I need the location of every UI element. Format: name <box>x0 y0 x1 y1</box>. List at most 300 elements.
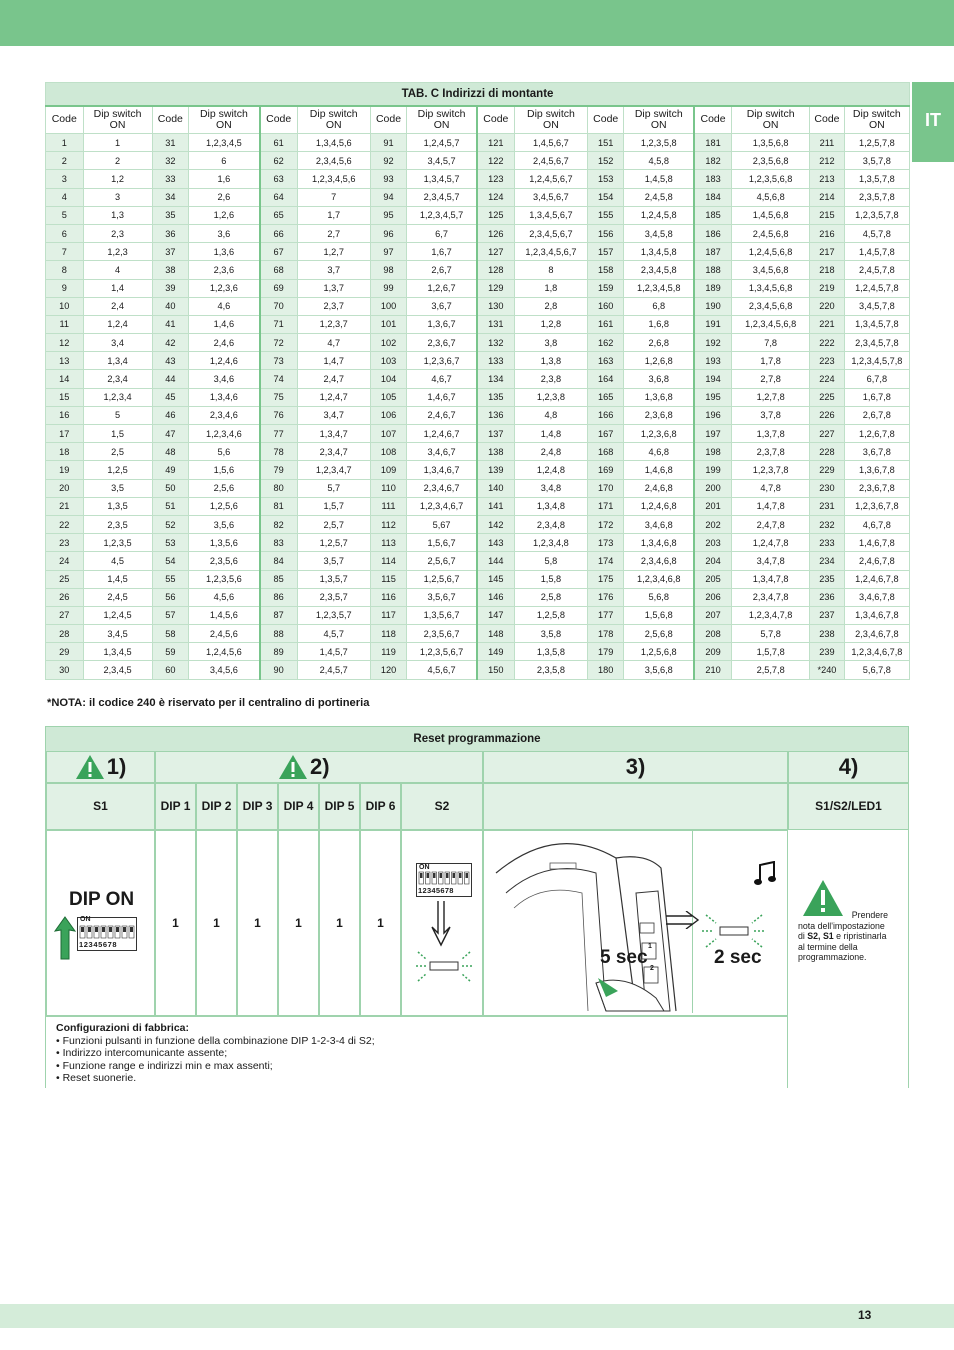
code-cell: 126 <box>477 224 515 242</box>
dip1-header: DIP 1 <box>155 783 196 830</box>
dip-switch-cell: 2,4,6,7,8 <box>844 552 909 570</box>
code-cell: 92 <box>370 152 407 170</box>
code-cell: 86 <box>260 588 298 606</box>
dip-switch-cell: 2,5,7 <box>297 515 370 533</box>
code-cell: 145 <box>477 570 515 588</box>
dip-switch-cell: 1,2,3,5,7,8 <box>844 206 909 224</box>
code-cell: 128 <box>477 261 515 279</box>
code-cell: 227 <box>810 425 845 443</box>
page-number: 13 <box>858 1308 872 1322</box>
dip-switch-cell: 5,67 <box>407 515 477 533</box>
code-cell: 190 <box>694 297 732 315</box>
two-seconds-label: 2 sec <box>714 947 762 968</box>
s1-dip-on-cell <box>46 830 155 1016</box>
dip-switch-cell: 3,5,6,7 <box>407 588 477 606</box>
step-2-header <box>155 751 483 783</box>
dip-switch-cell: 5,7,8 <box>732 625 810 643</box>
keypad-number-1: 1 <box>648 943 652 950</box>
code-cell: 203 <box>694 534 732 552</box>
dip-switch-cell: 1,3,5,6,8 <box>732 134 810 152</box>
dip-switch-cell: 5,6,8 <box>624 588 694 606</box>
dip-switch-cell: 2,3,7 <box>297 297 370 315</box>
dip-switch-cell: 1,2,3,5 <box>83 534 152 552</box>
s2-switch-numbers: 12345678 <box>418 886 454 895</box>
step-4-header <box>788 751 909 783</box>
code-cell: 234 <box>810 552 845 570</box>
col-header-code: Code <box>46 106 84 134</box>
warning-icon <box>278 754 308 780</box>
code-cell: 163 <box>587 352 624 370</box>
dip-switch-cell: 3,5,6 <box>189 515 260 533</box>
dip-switch-cell: 1,2,3,4,5,6,7 <box>514 243 587 261</box>
dip-switch-cell: 1,2,3,4,6,7,8 <box>844 643 909 661</box>
dip-switch-cell: 3,4 <box>83 334 152 352</box>
code-cell: 112 <box>370 515 407 533</box>
code-cell: 238 <box>810 625 845 643</box>
dip-switch-cell: 2,4,7 <box>297 370 370 388</box>
col-header-dip: Dip switch ON <box>83 106 152 134</box>
dip3-value: 1 <box>237 830 278 1016</box>
code-cell: 67 <box>260 243 298 261</box>
dip-switch-cell: 1,6 <box>189 170 260 188</box>
dip-switch-cell: 3,4,5 <box>83 625 152 643</box>
code-cell: 81 <box>260 497 298 515</box>
dip-switch-cell: 1,2,3,4,5 <box>189 134 260 152</box>
dip-switch-cell: 2,3,4,8 <box>514 515 587 533</box>
dip-switch-cell: 2,4,6,8 <box>624 479 694 497</box>
dip-switch-cell: 1,3,5 <box>83 497 152 515</box>
dip-switch-cell: 5,6,7,8 <box>844 661 909 679</box>
code-cell: 131 <box>477 315 515 333</box>
language-tab: IT <box>912 82 954 162</box>
code-cell: 59 <box>152 643 189 661</box>
dip-switch-cell: 3,4,5,7 <box>407 152 477 170</box>
dip-switch-cell: 1,4,5,7 <box>297 643 370 661</box>
code-cell: 166 <box>587 406 624 424</box>
code-cell: 104 <box>370 370 407 388</box>
step-3-label: 3) <box>625 754 646 779</box>
code-cell: 152 <box>587 152 624 170</box>
code-cell: 173 <box>587 534 624 552</box>
code-cell: 77 <box>260 425 298 443</box>
code-cell: 182 <box>694 152 732 170</box>
dip-switch-cell: 2,3,5,6,8 <box>732 152 810 170</box>
code-cell: 151 <box>587 134 624 152</box>
col-header-code: Code <box>587 106 624 134</box>
code-cell: 184 <box>694 188 732 206</box>
dip-switch-cell: 2,3,5,7 <box>297 588 370 606</box>
table-row <box>46 170 910 188</box>
code-cell: *240 <box>810 661 845 679</box>
code-cell: 208 <box>694 625 732 643</box>
code-cell: 147 <box>477 606 515 624</box>
col-header-code: Code <box>152 106 189 134</box>
dip-switch-cell: 2,7 <box>297 224 370 242</box>
code-cell: 84 <box>260 552 298 570</box>
code-cell: 80 <box>260 479 298 497</box>
dip-switch-cell: 1,2,4,8 <box>514 461 587 479</box>
dip-switch-cell: 1,2,4,6,7 <box>407 425 477 443</box>
dip-switch-cell: 1,2,4,6 <box>189 352 260 370</box>
code-cell: 140 <box>477 479 515 497</box>
dip4-value: 1 <box>278 830 319 1016</box>
code-cell: 225 <box>810 388 845 406</box>
code-cell: 174 <box>587 552 624 570</box>
code-cell: 159 <box>587 279 624 297</box>
code-cell: 1 <box>46 134 84 152</box>
dip-switch-cell: 1,3,4,5 <box>83 643 152 661</box>
code-cell: 198 <box>694 443 732 461</box>
code-cell: 162 <box>587 334 624 352</box>
dip-switch-cell: 2,3,4 <box>83 370 152 388</box>
dip-switch-cell: 1,3,4,5,7,8 <box>844 315 909 333</box>
code-cell: 165 <box>587 388 624 406</box>
dip-switch-cell: 2,3,7,8 <box>732 443 810 461</box>
dip-switch-cell: 1,3,4,6 <box>189 388 260 406</box>
code-cell: 187 <box>694 243 732 261</box>
code-cell: 171 <box>587 497 624 515</box>
table-row <box>46 352 910 370</box>
dip6-header: DIP 6 <box>360 783 401 830</box>
table-row <box>46 443 910 461</box>
code-cell: 12 <box>46 334 84 352</box>
dip-switch-cell: 2,3,6 <box>189 261 260 279</box>
dip-switch-cell: 3,4,6,8 <box>624 515 694 533</box>
factory-config-box <box>46 1016 788 1088</box>
code-cell: 19 <box>46 461 84 479</box>
code-cell: 91 <box>370 134 407 152</box>
code-cell: 114 <box>370 552 407 570</box>
dip-switch-cell: 1,2,4,5 <box>83 606 152 624</box>
code-cell: 23 <box>46 534 84 552</box>
dip-switch-cell: 3,6,8 <box>624 370 694 388</box>
table-row <box>46 515 910 533</box>
code-cell: 98 <box>370 261 407 279</box>
dip-switch-cell: 2,3,4,5,7 <box>407 188 477 206</box>
col-header-dip: Dip switch ON <box>407 106 477 134</box>
dip-switch-cell: 1,2,4,5,6,8 <box>732 243 810 261</box>
code-cell: 170 <box>587 479 624 497</box>
code-cell: 223 <box>810 352 845 370</box>
code-cell: 37 <box>152 243 189 261</box>
code-cell: 231 <box>810 497 845 515</box>
code-cell: 28 <box>46 625 84 643</box>
dip-switch-cell: 1 <box>83 134 152 152</box>
dip-switch-cell: 6,8 <box>624 297 694 315</box>
dip-switch-cell: 2,4,7,8 <box>732 515 810 533</box>
dip-switch-cell: 1,2,6 <box>189 206 260 224</box>
dip-switch-cell: 2,4,5,6 <box>189 625 260 643</box>
dip-switch-cell: 1,4 <box>83 279 152 297</box>
code-cell: 55 <box>152 570 189 588</box>
dip-switch-cell: 1,2,3,6 <box>189 279 260 297</box>
dip-switch-cell: 3,5,7 <box>297 552 370 570</box>
dip-switch-cell: 3,4,5,6,8 <box>732 261 810 279</box>
code-cell: 201 <box>694 497 732 515</box>
dip-switch-cell: 1,3,4,6,7,8 <box>844 606 909 624</box>
dip-switch-cell: 2,5,8 <box>514 588 587 606</box>
code-cell: 110 <box>370 479 407 497</box>
code-cell: 68 <box>260 261 298 279</box>
code-cell: 161 <box>587 315 624 333</box>
dip-switch-cell: 3,6,7,8 <box>844 443 909 461</box>
code-cell: 156 <box>587 224 624 242</box>
code-cell: 219 <box>810 279 845 297</box>
code-cell: 226 <box>810 406 845 424</box>
code-cell: 210 <box>694 661 732 679</box>
dip-switch-cell: 1,2,3,4,6,8 <box>624 570 694 588</box>
code-cell: 27 <box>46 606 84 624</box>
dip-switch-cell: 2,8 <box>514 297 587 315</box>
dip-switch-cell: 4,5,8 <box>624 152 694 170</box>
code-cell: 103 <box>370 352 407 370</box>
dip3-header: DIP 3 <box>237 783 278 830</box>
dip-switch-cell: 1,2,5,8 <box>514 606 587 624</box>
code-cell: 195 <box>694 388 732 406</box>
code-cell: 160 <box>587 297 624 315</box>
code-cell: 61 <box>260 134 298 152</box>
dip-switch-cell: 2,3,4,6 <box>189 406 260 424</box>
code-cell: 172 <box>587 515 624 533</box>
dip-switch-cell: 1,2,3,6,7,8 <box>844 497 909 515</box>
dip-switch-cell: 1,3,4,6,8 <box>624 534 694 552</box>
table-row <box>46 388 910 406</box>
code-cell: 142 <box>477 515 515 533</box>
code-cell: 95 <box>370 206 407 224</box>
dip-switch-cell: 3,7 <box>297 261 370 279</box>
keypad-number-2: 2 <box>650 965 654 972</box>
arrow-up-icon <box>53 915 77 961</box>
code-cell: 194 <box>694 370 732 388</box>
code-cell: 188 <box>694 261 732 279</box>
table-row <box>46 334 910 352</box>
table-row <box>46 370 910 388</box>
table-row <box>46 606 910 624</box>
code-cell: 154 <box>587 188 624 206</box>
dip-switch-cell: 2,5,6,7 <box>407 552 477 570</box>
table-row <box>46 497 910 515</box>
dip-switch-cell: 4,7 <box>297 334 370 352</box>
dip-switch-cell: 3,5,8 <box>514 625 587 643</box>
code-cell: 180 <box>587 661 624 679</box>
dip-switch-cell: 5,8 <box>514 552 587 570</box>
step-1-label: 1) <box>106 754 127 779</box>
code-cell: 29 <box>46 643 84 661</box>
code-cell: 101 <box>370 315 407 333</box>
table-row <box>46 570 910 588</box>
code-cell: 51 <box>152 497 189 515</box>
dip-switch-cell: 1,2,3,5,6,8 <box>732 170 810 188</box>
dip-switch-cell: 1,3,4,5,6 <box>297 134 370 152</box>
dip-switch-cell: 1,2,3,4 <box>83 388 152 406</box>
dip-switch-cell: 1,5,6,8 <box>624 606 694 624</box>
table-row <box>46 315 910 333</box>
code-cell: 130 <box>477 297 515 315</box>
dip-switch-cell: 1,2,6,7 <box>407 279 477 297</box>
code-cell: 135 <box>477 388 515 406</box>
dip-switch-cell: 1,2,3,6,7 <box>407 352 477 370</box>
code-cell: 155 <box>587 206 624 224</box>
dip-switch-cell: 2,3,4,5,6 <box>297 152 370 170</box>
code-cell: 89 <box>260 643 298 661</box>
code-cell: 13 <box>46 352 84 370</box>
dip-switch-cell: 1,2,4,6,8 <box>624 497 694 515</box>
dip-switch-cell: 1,2,3,4,5,8 <box>624 279 694 297</box>
code-cell: 10 <box>46 297 84 315</box>
table-row <box>46 188 910 206</box>
dip6-value: 1 <box>360 830 401 1016</box>
code-cell: 99 <box>370 279 407 297</box>
table-row <box>46 625 910 643</box>
dip-switch-cell: 2,3,4,6,7 <box>407 479 477 497</box>
code-cell: 148 <box>477 625 515 643</box>
dip-switch-cell: 2,5 <box>83 443 152 461</box>
dip-switch-cell: 2,3,4,5,8 <box>624 261 694 279</box>
dip5-value: 1 <box>319 830 360 1016</box>
code-cell: 5 <box>46 206 84 224</box>
dip-switch-cell: 1,2,3 <box>83 243 152 261</box>
dip-switch-cell: 1,3,7 <box>297 279 370 297</box>
code-cell: 132 <box>477 334 515 352</box>
dip-switch-cell: 1,2,3,8 <box>514 388 587 406</box>
dip-switch-cell: 3,4,5,8 <box>624 224 694 242</box>
dip-switch-cell: 1,7,8 <box>732 352 810 370</box>
dip-switch-cell: 6 <box>189 152 260 170</box>
code-cell: 216 <box>810 224 845 242</box>
code-cell: 178 <box>587 625 624 643</box>
code-cell: 85 <box>260 570 298 588</box>
dip-switch-cell: 1,6,7 <box>407 243 477 261</box>
dip-switch-cell: 1,3,4,8 <box>514 497 587 515</box>
code-cell: 168 <box>587 443 624 461</box>
code-cell: 218 <box>810 261 845 279</box>
dip-switch-cell: 1,2,3,4,6 <box>189 425 260 443</box>
dip-switch-cell: 1,3,4,5,8 <box>624 243 694 261</box>
table-row <box>46 588 910 606</box>
dip-switch-cell: 1,2,5,6 <box>189 497 260 515</box>
code-cell: 143 <box>477 534 515 552</box>
code-cell: 42 <box>152 334 189 352</box>
dip-switch-cell: 3,4,6,7 <box>407 443 477 461</box>
code-cell: 175 <box>587 570 624 588</box>
code-cell: 204 <box>694 552 732 570</box>
dip-switch-cell: 3,4,5,6,7 <box>514 188 587 206</box>
code-cell: 205 <box>694 570 732 588</box>
dip-switch-cell: 2,7,8 <box>732 370 810 388</box>
dip-switch-cell: 2,3,6,8 <box>624 406 694 424</box>
dip-switch-cell: 2,4,6,7 <box>407 406 477 424</box>
dip-switch-cell: 4,7,8 <box>732 479 810 497</box>
note-paragraph: Prendere nota dell'impostazione di S2, S1 e ripristinarla al termine della programmazione. <box>798 910 888 963</box>
dip-switch-cell: 1,4,8 <box>514 425 587 443</box>
dip-switch-cell: 3,5,6,8 <box>624 661 694 679</box>
step-3-header <box>483 751 788 783</box>
table-row <box>46 406 910 424</box>
dip-switch-cell: 2 <box>83 152 152 170</box>
table-row <box>46 297 910 315</box>
table-row <box>46 134 910 152</box>
code-cell: 69 <box>260 279 298 297</box>
code-cell: 118 <box>370 625 407 643</box>
dip-switch-cell: 1,2,3,5,8 <box>624 134 694 152</box>
code-cell: 193 <box>694 352 732 370</box>
dip-switch-cell: 3,4,5,7,8 <box>844 297 909 315</box>
dip-switch-cell: 1,3 <box>83 206 152 224</box>
dip-switch-cell: 3,5,7,8 <box>844 152 909 170</box>
code-cell: 129 <box>477 279 515 297</box>
dip-switch-cell: 1,2,3,5,6,7 <box>407 643 477 661</box>
code-cell: 70 <box>260 297 298 315</box>
dip-switch-cell: 1,2,3,4,7,8 <box>732 606 810 624</box>
code-cell: 123 <box>477 170 515 188</box>
dip-switch-cell: 2,3,5,8 <box>514 661 587 679</box>
dip-switch-cell: 5,6 <box>189 443 260 461</box>
dip-switch-cell: 1,2,7,8 <box>732 388 810 406</box>
dip-switch-cell: 3,4,7 <box>297 406 370 424</box>
s1-header: S1 <box>46 783 155 830</box>
code-cell: 15 <box>46 388 84 406</box>
table-row <box>46 643 910 661</box>
table-row <box>46 152 910 170</box>
code-cell: 14 <box>46 370 84 388</box>
code-cell: 222 <box>810 334 845 352</box>
code-cell: 96 <box>370 224 407 242</box>
code-cell: 90 <box>260 661 298 679</box>
code-cell: 50 <box>152 479 189 497</box>
dip-on-label: DIP ON <box>69 889 135 910</box>
code-cell: 24 <box>46 552 84 570</box>
dip-switch-cell: 2,4 <box>83 297 152 315</box>
dip-switch-cell: 1,3,5,7,8 <box>844 170 909 188</box>
dip-switch-cell: 2,6,7 <box>407 261 477 279</box>
code-cell: 88 <box>260 625 298 643</box>
code-cell: 35 <box>152 206 189 224</box>
dip-switch-cell: 3,7,8 <box>732 406 810 424</box>
code-cell: 176 <box>587 588 624 606</box>
code-cell: 200 <box>694 479 732 497</box>
code-cell: 53 <box>152 534 189 552</box>
dip-switch-cell: 6,7 <box>407 224 477 242</box>
dip-switch-cell: 1,4,5,7,8 <box>844 243 909 261</box>
dip-switch-cell: 2,6,8 <box>624 334 694 352</box>
code-cell: 30 <box>46 661 84 679</box>
code-cell: 45 <box>152 388 189 406</box>
dip-switch-cell: 1,2,4,5,7 <box>407 134 477 152</box>
dip-switch-cell: 1,2,5,6,7 <box>407 570 477 588</box>
dip-switch-cell: 2,6 <box>189 188 260 206</box>
code-cell: 185 <box>694 206 732 224</box>
table-row <box>46 279 910 297</box>
switch-numbers: 12345678 <box>79 940 118 949</box>
code-cell: 179 <box>587 643 624 661</box>
code-cell: 34 <box>152 188 189 206</box>
col-header-dip: Dip switch ON <box>732 106 810 134</box>
dip-switch-cell: 2,4,5,8 <box>624 188 694 206</box>
s2-illustration-cell <box>401 830 483 1016</box>
dip-switch-cell: 2,3,4,6,7,8 <box>844 625 909 643</box>
dip-switch-cell: 2,5,6 <box>189 479 260 497</box>
dip-switch-cell: 1,2,8 <box>514 315 587 333</box>
dip-switch-cell: 4,6 <box>189 297 260 315</box>
code-cell: 107 <box>370 425 407 443</box>
dip-switch-cell: 2,3,6,7,8 <box>844 479 909 497</box>
dip-switch-cell: 1,2,3,7 <box>297 315 370 333</box>
dip-switch-cell: 2,3,5,7,8 <box>844 188 909 206</box>
code-cell: 144 <box>477 552 515 570</box>
note-cell <box>788 830 908 1088</box>
dip-switch-cell: 1,5,6 <box>189 461 260 479</box>
code-cell: 9 <box>46 279 84 297</box>
